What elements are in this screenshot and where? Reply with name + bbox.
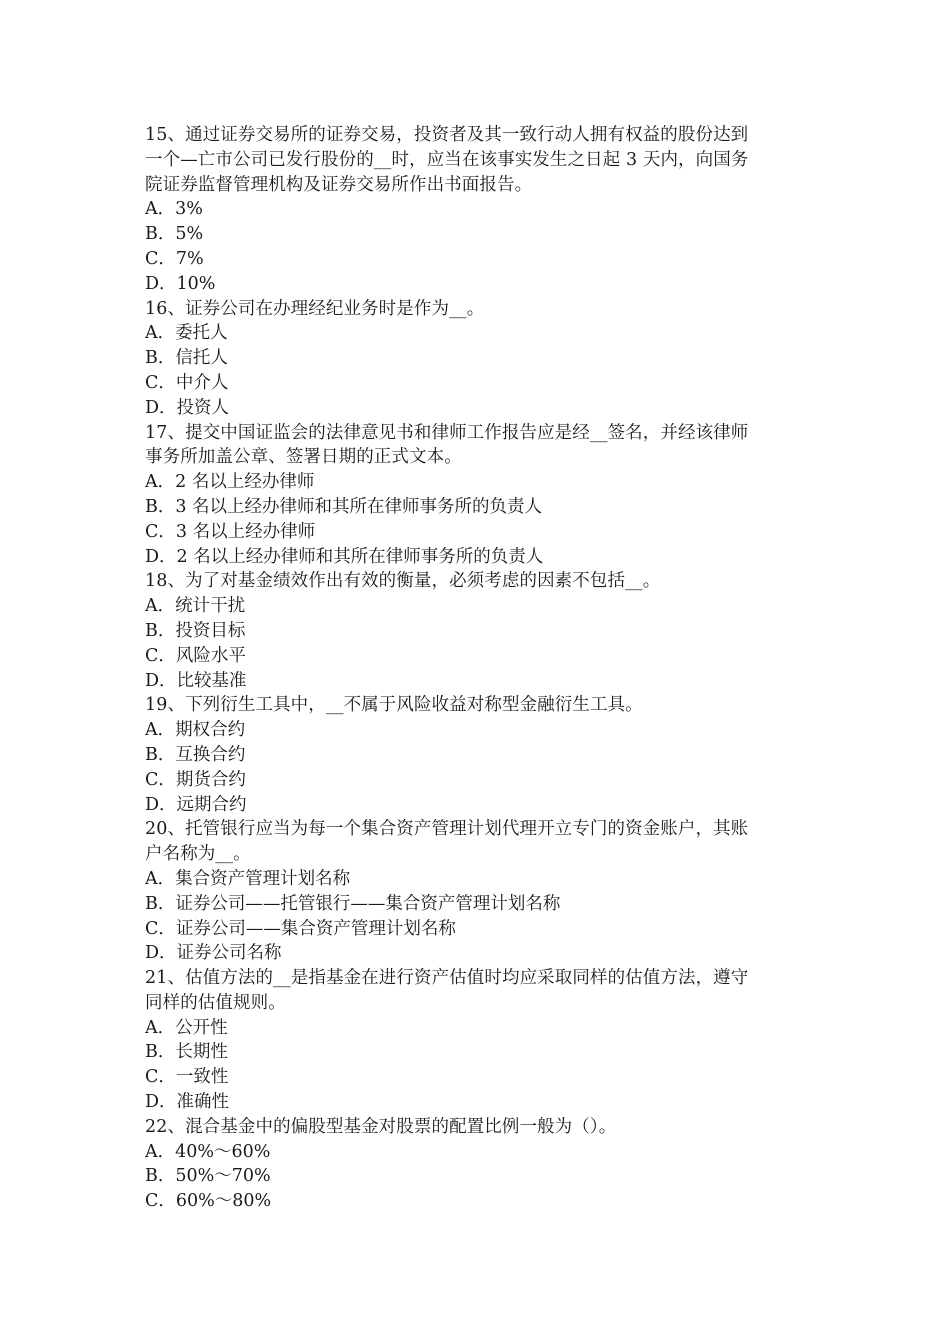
question-text-line: 15、通过证券交易所的证券交易，投资者及其一致行动人拥有权益的股份达到 (145, 125, 749, 145)
option-c: C．期货合约 (145, 769, 246, 790)
option-c: C．7% (145, 248, 204, 269)
option-b: B．50%～70% (145, 1166, 271, 1187)
option-c: C．中介人 (145, 372, 229, 393)
option-c: C．一致性 (145, 1067, 229, 1088)
option-a: A．期权合约 (145, 720, 246, 741)
option-b: B．证券公司——托管银行——集合资产管理计划名称 (145, 893, 561, 914)
question-15 (145, 123, 810, 297)
question-text-line: 16、证券公司在办理经纪业务时是作为__。 (145, 298, 485, 319)
question-text-line: 院证券监督管理机构及证券交易所作出书面报告。 (145, 174, 533, 195)
option-b: B．3 名以上经办律师和其所在律师事务所的负责人 (145, 496, 543, 517)
option-a: A．集合资产管理计划名称 (145, 868, 351, 889)
option-a: A．委托人 (145, 323, 228, 344)
question-text-line: 21、估值方法的__是指基金在进行资产估值时均应采取同样的估值方法，遵守 (145, 968, 749, 989)
option-b: B．长期性 (145, 1042, 228, 1063)
question-text-line: 18、为了对基金绩效作出有效的衡量，必须考虑的因素不包括__。 (145, 571, 661, 592)
option-d: D．准确性 (145, 1092, 230, 1113)
question-16 (145, 297, 810, 421)
option-a: A．40%～60% (145, 1141, 271, 1162)
question-20 (145, 817, 810, 966)
option-b: B．投资目标 (145, 620, 246, 641)
option-c: C．证券公司——集合资产管理计划名称 (145, 918, 456, 939)
question-22 (145, 1115, 810, 1214)
question-text-line: 17、提交中国证监会的法律意见书和律师工作报告应是经__签名，并经该律师 (145, 422, 749, 443)
option-a: A．3% (145, 199, 203, 220)
question-text-line: 同样的估值规则。 (145, 992, 286, 1013)
option-b: B．互换合约 (145, 744, 246, 765)
question-text-line: 19、下列衍生工具中，__不属于风险收益对称型金融衍生工具。 (145, 695, 643, 716)
option-c: C．风险水平 (145, 645, 246, 666)
question-text-line: 户名称为__。 (145, 844, 251, 865)
document-page (145, 123, 810, 1214)
option-a: A．2 名以上经办律师 (145, 472, 315, 493)
option-c: C．60%～80% (145, 1191, 272, 1212)
question-17 (145, 421, 810, 570)
option-a: A．统计干扰 (145, 596, 246, 617)
question-19 (145, 693, 810, 817)
question-text-line: 一个—亡市公司已发行股份的__时，应当在该事实发生之日起 3 天内，向国务 (145, 149, 749, 170)
option-d: D．证券公司名称 (145, 943, 282, 964)
question-text-line: 20、托管银行应当为每一个集合资产管理计划代理开立专门的资金账户，其账 (145, 819, 749, 840)
question-text-line: 事务所加盖公章、签署日期的正式文本。 (145, 447, 462, 468)
option-d: D．远期合约 (145, 794, 247, 815)
option-d: D．2 名以上经办律师和其所在律师事务所的负责人 (145, 546, 544, 567)
option-b: B．信托人 (145, 348, 228, 369)
option-d: D．投资人 (145, 397, 230, 418)
option-c: C．3 名以上经办律师 (145, 521, 316, 542)
option-d: D．比较基准 (145, 670, 247, 691)
option-a: A．公开性 (145, 1017, 228, 1038)
option-b: B．5% (145, 224, 204, 245)
question-21 (145, 966, 810, 1115)
question-18 (145, 569, 810, 693)
option-d: D．10% (145, 273, 216, 294)
question-text-line: 22、混合基金中的偏股型基金对股票的配置比例一般为（）。 (145, 1116, 617, 1137)
